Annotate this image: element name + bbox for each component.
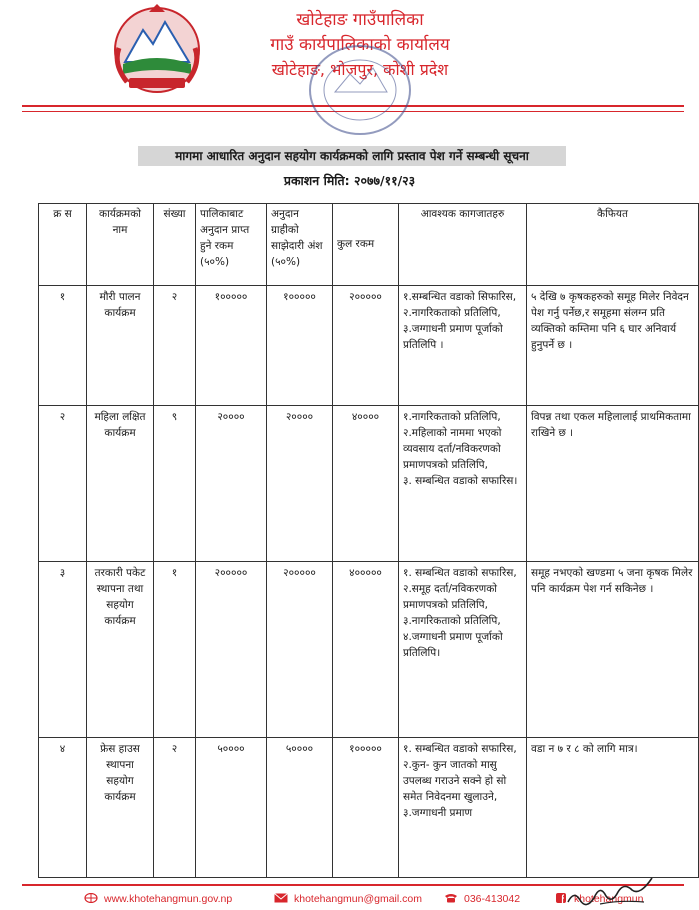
footer-website[interactable] (84, 893, 232, 905)
document-item: २.महिलाको नाममा भएको व्यवसाय दर्ता/नविकरणको प्रमाणपत्रको प्रतिलिपि, (403, 427, 502, 471)
document-item: ३. सम्बन्धित वडाको सफारिस। (403, 475, 518, 487)
cell-program: महिला लक्षित कार्यक्रम (87, 406, 154, 562)
cell-program: फ्रेस हाउस स्थापना सहयोग कार्यक्रम (87, 738, 154, 878)
handwritten-signature (560, 870, 660, 910)
header-program: कार्यक्रमको नाम (87, 204, 154, 286)
header-remarks: कैफियत (527, 204, 699, 286)
program-table (38, 203, 699, 878)
publication-date: प्रकाशन मिति: २०७७/११/२३ (283, 173, 416, 188)
cell-documents (399, 406, 527, 562)
header-share: अनुदान ग्राहीको साझेदारी अंश (५०%) (267, 204, 333, 286)
document-item: १.नागरिकताको प्रतिलिपि, (403, 411, 501, 423)
table-header-row (39, 204, 699, 286)
document-item: ४.जग्गाधनी प्रमाण पूर्जाको प्रतिलिपि। (403, 631, 503, 659)
header-documents: आवश्यक कागजातहरु (399, 204, 527, 286)
document-item: २.समूह दर्ता/नविकरणको प्रमाणपत्रको प्रतिलिपि, (403, 583, 498, 611)
cell-count: २ (154, 286, 196, 406)
document-item: ३.जग्गाधनी प्रमाण (403, 807, 473, 819)
header-count: संख्या (154, 204, 196, 286)
office-name: गाउँ कार्यपालिकाको कार्यालय (270, 35, 450, 55)
document-item: २.नागरिकताको प्रतिलिपि, (403, 307, 501, 319)
table-row (39, 406, 699, 562)
cell-documents (399, 738, 527, 878)
cell-share: ५०००० (267, 738, 333, 878)
cell-grant: २००००० (196, 562, 267, 738)
cell-grant: २०००० (196, 406, 267, 562)
table-row (39, 286, 699, 406)
document-item: ३.जग्गाधनी प्रमाण पूर्जाको प्रतिलिपि । (403, 323, 503, 351)
cell-sn: २ (39, 406, 87, 562)
header-grant: पालिकाबाट अनुदान प्राप्त हुने रकम (५०%) (196, 204, 267, 286)
cell-sn: ४ (39, 738, 87, 878)
document-item: १. सम्बन्धित वडाको सफारिस, (403, 743, 517, 755)
table-row (39, 738, 699, 878)
table-row (39, 562, 699, 738)
notice-title: मागमा आधारित अनुदान सहयोग कार्यक्रमको लागि प्रस्ताव पेश गर्ने सम्बन्धी सूचना (138, 146, 566, 166)
cell-total: ४०००० (333, 406, 399, 562)
office-seal-stamp (305, 40, 415, 140)
cell-share: २०००० (267, 406, 333, 562)
footer-phone[interactable] (444, 893, 520, 905)
cell-remarks: ५ देखि ७ कृषकहरुको समूह मिलेर निवेदन पेश गर्नु पर्नेछ,र समूहमा संलग्न प्रति व्यक्तिको कम्तिमा पनि ६ घार अनिवार्य हुनुपर्ने छ । (527, 286, 699, 406)
cell-program: मौरी पालन कार्यक्रम (87, 286, 154, 406)
office-address: खोटेहाङ, भोजपुर, कोशी प्रदेश (271, 60, 449, 79)
envelope-icon (274, 893, 288, 903)
cell-grant: ५०००० (196, 738, 267, 878)
footer-email[interactable] (274, 893, 422, 905)
email-text: khotehangmun@gmail.com (294, 893, 422, 905)
document-item: १. सम्बन्धित वडाको सफारिस, (403, 567, 517, 579)
cell-sn: १ (39, 286, 87, 406)
cell-remarks: समूह नभएको खण्डमा ५ जना कृषक मिलेर पनि कार्यक्रम पेश गर्न सकिनेछ । (527, 562, 699, 738)
nepal-emblem-icon (105, 4, 209, 96)
cell-total: २००००० (333, 286, 399, 406)
cell-count: १ (154, 562, 196, 738)
globe-icon (84, 893, 98, 903)
cell-count: २ (154, 738, 196, 878)
cell-program: तरकारी पकेट स्थापना तथा सहयोग कार्यक्रम (87, 562, 154, 738)
phone-icon (444, 893, 458, 903)
cell-remarks: विपन्न तथा एकल महिलालाई प्राथमिकतामा राखिने छ । (527, 406, 699, 562)
document-item: २.कुन- कुन जातको मासु उपलब्ध गराउने सक्ने हो सो समेत निवेदनमा खुलाउने, (403, 759, 507, 803)
document-item: ३.नागरिकताको प्रतिलिपि, (403, 615, 501, 627)
cell-sn: ३ (39, 562, 87, 738)
document-item: १.सम्बन्धित वडाको सिफारिस, (403, 291, 517, 303)
municipality-name: खोटेहाङ गाउँपालिका (296, 10, 424, 30)
cell-share: २००००० (267, 562, 333, 738)
cell-documents (399, 286, 527, 406)
facebook-text: khotehangmun (574, 893, 644, 905)
cell-total: ४००००० (333, 562, 399, 738)
header-total: कुल रकम (333, 204, 399, 286)
cell-count: ९ (154, 406, 196, 562)
cell-remarks: वडा न ७ र ८ को लागि मात्र। (527, 738, 699, 878)
website-text: www.khotehangmun.gov.np (104, 893, 233, 905)
cell-documents (399, 562, 527, 738)
cell-total: १००००० (333, 738, 399, 878)
cell-grant: १००००० (196, 286, 267, 406)
cell-share: १००००० (267, 286, 333, 406)
phone-text: 036-413042 (464, 893, 521, 905)
header-sn: क्र स (39, 204, 87, 286)
